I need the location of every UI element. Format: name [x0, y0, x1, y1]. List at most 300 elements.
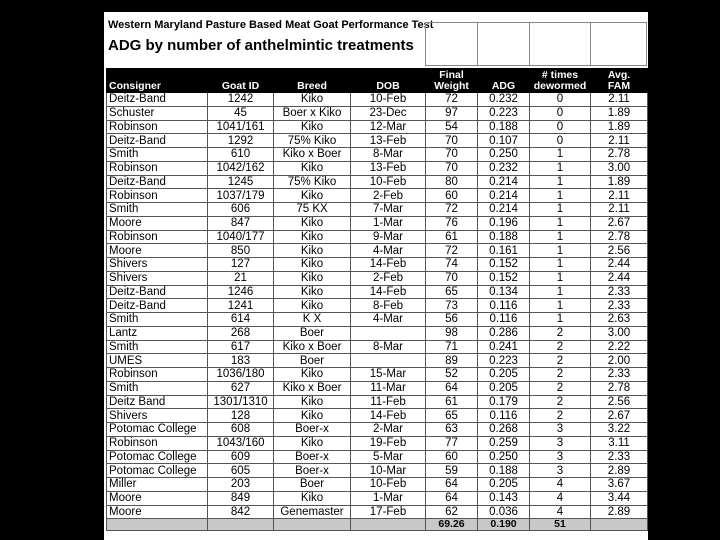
total-times-dewormed: 51 — [530, 519, 591, 531]
cell-adg: 0.161 — [478, 244, 530, 258]
cell-consigner: Lantz — [107, 326, 208, 340]
cell-dob: 17-Feb — [351, 505, 426, 519]
cell-times-dewormed: 1 — [530, 299, 591, 313]
table-row — [107, 175, 648, 189]
cell-dob: 8-Mar — [351, 340, 426, 354]
cell-times-dewormed: 1 — [530, 244, 591, 258]
cell-breed: Boer-x — [274, 450, 351, 464]
cell-consigner: Deitz-Band — [107, 285, 208, 299]
cell-times-dewormed: 1 — [530, 189, 591, 203]
cell-dob — [351, 326, 426, 340]
cell-consigner: Potomac College — [107, 464, 208, 478]
data-table — [106, 68, 648, 531]
cell-times-dewormed: 3 — [530, 464, 591, 478]
cell-breed: Boer-x — [274, 464, 351, 478]
cell-goat-id: 1301/1310 — [208, 395, 274, 409]
cell-final-weight: 70 — [426, 161, 478, 175]
cell-consigner: Robinson — [107, 436, 208, 450]
cell-final-weight: 59 — [426, 464, 478, 478]
cell-times-dewormed: 1 — [530, 161, 591, 175]
cell-breed: Kiko x Boer — [274, 381, 351, 395]
column-header-final-weight: Final Weight — [426, 69, 478, 93]
cell-goat-id: 21 — [208, 271, 274, 285]
cell-consigner: Deitz Band — [107, 395, 208, 409]
table-row — [107, 505, 648, 519]
cell-final-weight: 73 — [426, 299, 478, 313]
cell-times-dewormed: 1 — [530, 230, 591, 244]
cell-avg-fam: 2.33 — [591, 285, 648, 299]
column-header-dob: DOB — [351, 69, 426, 93]
cell-dob: 11-Feb — [351, 395, 426, 409]
cell-breed: Genemaster — [274, 505, 351, 519]
cell-final-weight: 65 — [426, 409, 478, 423]
cell-adg: 0.152 — [478, 258, 530, 272]
cell-adg: 0.286 — [478, 326, 530, 340]
table-row — [107, 258, 648, 272]
cell-avg-fam: 2.63 — [591, 313, 648, 327]
cell-adg: 0.179 — [478, 395, 530, 409]
cell-adg: 0.116 — [478, 313, 530, 327]
cell-times-dewormed: 1 — [530, 285, 591, 299]
cell-breed: Kiko — [274, 161, 351, 175]
table-row — [107, 464, 648, 478]
cell-final-weight: 71 — [426, 340, 478, 354]
cell-adg: 0.107 — [478, 134, 530, 148]
cell-goat-id: 1036/180 — [208, 368, 274, 382]
cell-times-dewormed: 3 — [530, 436, 591, 450]
cell-times-dewormed: 1 — [530, 216, 591, 230]
cell-consigner: Schuster — [107, 106, 208, 120]
cell-dob: 10-Feb — [351, 175, 426, 189]
table-row — [107, 423, 648, 437]
cell-goat-id: 1042/162 — [208, 161, 274, 175]
cell-breed: Kiko — [274, 244, 351, 258]
table-row — [107, 285, 648, 299]
cell-goat-id: 1245 — [208, 175, 274, 189]
cell-dob: 14-Feb — [351, 409, 426, 423]
cell-dob: 13-Feb — [351, 134, 426, 148]
cell-avg-fam: 2.33 — [591, 450, 648, 464]
table-row — [107, 230, 648, 244]
cell-avg-fam: 3.44 — [591, 491, 648, 505]
cell-goat-id: 1241 — [208, 299, 274, 313]
cell-times-dewormed: 2 — [530, 326, 591, 340]
column-header-avg-fam: Avg. FAM — [591, 69, 648, 93]
total-final-weight: 69.26 — [426, 519, 478, 531]
cell-dob: 1-Mar — [351, 216, 426, 230]
total-adg: 0.190 — [478, 519, 530, 531]
cell-times-dewormed: 3 — [530, 450, 591, 464]
cell-adg: 0.196 — [478, 216, 530, 230]
cell-consigner: Robinson — [107, 161, 208, 175]
table-row — [107, 326, 648, 340]
cell-breed: Kiko — [274, 299, 351, 313]
cell-times-dewormed: 1 — [530, 203, 591, 217]
totals-row — [107, 519, 648, 531]
top-box-dewormed — [529, 22, 590, 66]
cell-goat-id: 1242 — [208, 93, 274, 107]
cell-final-weight: 63 — [426, 423, 478, 437]
cell-breed: Boer — [274, 354, 351, 368]
cell-times-dewormed: 1 — [530, 148, 591, 162]
cell-adg: 0.232 — [478, 93, 530, 107]
cell-consigner: Smith — [107, 381, 208, 395]
sheet-subtitle: Western Maryland Pasture Based Meat Goat Performance Test — [108, 19, 434, 31]
cell-final-weight: 97 — [426, 106, 478, 120]
cell-adg: 0.036 — [478, 505, 530, 519]
cell-dob: 7-Mar — [351, 203, 426, 217]
top-box-fam — [590, 22, 647, 66]
table-row — [107, 299, 648, 313]
cell-avg-fam: 2.33 — [591, 299, 648, 313]
cell-adg: 0.223 — [478, 354, 530, 368]
cell-goat-id: 608 — [208, 423, 274, 437]
cell-final-weight: 80 — [426, 175, 478, 189]
cell-adg: 0.205 — [478, 381, 530, 395]
cell-dob: 19-Feb — [351, 436, 426, 450]
cell-consigner: Smith — [107, 148, 208, 162]
cell-dob: 1-Mar — [351, 491, 426, 505]
cell-dob: 23-Dec — [351, 106, 426, 120]
cell-breed: Kiko — [274, 230, 351, 244]
cell-final-weight: 65 — [426, 285, 478, 299]
cell-adg: 0.205 — [478, 368, 530, 382]
table-row — [107, 354, 648, 368]
cell-goat-id: 605 — [208, 464, 274, 478]
cell-goat-id: 1041/161 — [208, 120, 274, 134]
cell-adg: 0.232 — [478, 161, 530, 175]
cell-final-weight: 77 — [426, 436, 478, 450]
cell-breed: Kiko — [274, 368, 351, 382]
table-row — [107, 491, 648, 505]
cell-avg-fam: 2.11 — [591, 134, 648, 148]
cell-adg: 0.188 — [478, 230, 530, 244]
cell-dob: 4-Mar — [351, 313, 426, 327]
cell-avg-fam: 2.33 — [591, 368, 648, 382]
cell-avg-fam: 3.22 — [591, 423, 648, 437]
cell-times-dewormed: 4 — [530, 505, 591, 519]
cell-dob: 10-Feb — [351, 93, 426, 107]
cell-final-weight: 54 — [426, 120, 478, 134]
table-row — [107, 106, 648, 120]
cell-consigner: Moore — [107, 244, 208, 258]
table-body — [107, 93, 648, 531]
cell-avg-fam: 2.56 — [591, 395, 648, 409]
cell-breed: Boer-x — [274, 423, 351, 437]
cell-final-weight: 70 — [426, 134, 478, 148]
cell-goat-id: 183 — [208, 354, 274, 368]
cell-breed: Kiko — [274, 409, 351, 423]
column-header-consigner: Consigner — [107, 69, 208, 93]
cell-breed: Kiko — [274, 258, 351, 272]
column-header-adg: ADG — [478, 69, 530, 93]
cell-consigner: Potomac College — [107, 450, 208, 464]
cell-adg: 0.188 — [478, 464, 530, 478]
header-top-boxes — [425, 22, 647, 66]
cell-breed: Kiko — [274, 216, 351, 230]
cell-avg-fam: 2.22 — [591, 340, 648, 354]
cell-adg: 0.116 — [478, 409, 530, 423]
cell-times-dewormed: 1 — [530, 271, 591, 285]
cell-final-weight: 56 — [426, 313, 478, 327]
cell-adg: 0.134 — [478, 285, 530, 299]
cell-times-dewormed: 0 — [530, 93, 591, 107]
cell-breed: Kiko — [274, 285, 351, 299]
cell-adg: 0.250 — [478, 148, 530, 162]
cell-dob: 10-Feb — [351, 478, 426, 492]
cell-avg-fam: 3.00 — [591, 326, 648, 340]
cell-final-weight: 64 — [426, 491, 478, 505]
cell-dob: 8-Feb — [351, 299, 426, 313]
cell-goat-id: 1246 — [208, 285, 274, 299]
cell-dob: 12-Mar — [351, 120, 426, 134]
cell-breed: Kiko — [274, 120, 351, 134]
table-row — [107, 340, 648, 354]
cell-goat-id: 127 — [208, 258, 274, 272]
cell-times-dewormed: 0 — [530, 134, 591, 148]
cell-final-weight: 61 — [426, 395, 478, 409]
cell-adg: 0.259 — [478, 436, 530, 450]
spreadsheet-sheet — [104, 12, 648, 540]
cell-avg-fam: 2.89 — [591, 505, 648, 519]
total-breed — [274, 519, 351, 531]
cell-dob: 11-Mar — [351, 381, 426, 395]
cell-consigner: Shivers — [107, 409, 208, 423]
cell-avg-fam: 2.11 — [591, 189, 648, 203]
cell-goat-id: 268 — [208, 326, 274, 340]
total-dob — [351, 519, 426, 531]
cell-avg-fam: 2.11 — [591, 203, 648, 217]
cell-final-weight: 60 — [426, 450, 478, 464]
table-row — [107, 271, 648, 285]
cell-dob: 14-Feb — [351, 285, 426, 299]
table-row — [107, 409, 648, 423]
cell-adg: 0.205 — [478, 478, 530, 492]
cell-goat-id: 610 — [208, 148, 274, 162]
cell-avg-fam: 2.67 — [591, 409, 648, 423]
total-consigner — [107, 519, 208, 531]
cell-breed: Kiko — [274, 395, 351, 409]
cell-adg: 0.188 — [478, 120, 530, 134]
cell-adg: 0.223 — [478, 106, 530, 120]
cell-dob: 2-Mar — [351, 423, 426, 437]
cell-final-weight: 74 — [426, 258, 478, 272]
cell-dob: 9-Mar — [351, 230, 426, 244]
cell-consigner: Robinson — [107, 368, 208, 382]
cell-breed: K X — [274, 313, 351, 327]
cell-final-weight: 60 — [426, 189, 478, 203]
cell-avg-fam: 3.00 — [591, 161, 648, 175]
cell-breed: 75% Kiko — [274, 134, 351, 148]
table-row — [107, 436, 648, 450]
cell-final-weight: 76 — [426, 216, 478, 230]
table-row — [107, 368, 648, 382]
cell-goat-id: 617 — [208, 340, 274, 354]
cell-breed: Boer x Kiko — [274, 106, 351, 120]
cell-adg: 0.250 — [478, 450, 530, 464]
cell-breed: Kiko — [274, 491, 351, 505]
cell-final-weight: 98 — [426, 326, 478, 340]
cell-times-dewormed: 1 — [530, 258, 591, 272]
cell-final-weight: 72 — [426, 203, 478, 217]
cell-adg: 0.116 — [478, 299, 530, 313]
cell-consigner: Moore — [107, 216, 208, 230]
cell-breed: Kiko — [274, 436, 351, 450]
cell-avg-fam: 2.89 — [591, 464, 648, 478]
cell-avg-fam: 3.11 — [591, 436, 648, 450]
cell-dob — [351, 354, 426, 368]
cell-dob: 8-Mar — [351, 148, 426, 162]
cell-dob: 10-Mar — [351, 464, 426, 478]
total-goat-id — [208, 519, 274, 531]
cell-avg-fam: 2.78 — [591, 381, 648, 395]
cell-consigner: Smith — [107, 313, 208, 327]
table-row — [107, 216, 648, 230]
cell-breed: Boer — [274, 326, 351, 340]
cell-adg: 0.152 — [478, 271, 530, 285]
top-box-adg — [477, 22, 529, 66]
cell-times-dewormed: 2 — [530, 409, 591, 423]
cell-consigner: Shivers — [107, 258, 208, 272]
cell-consigner: Shivers — [107, 271, 208, 285]
table-row — [107, 161, 648, 175]
cell-dob: 15-Mar — [351, 368, 426, 382]
cell-avg-fam: 2.00 — [591, 354, 648, 368]
cell-adg: 0.241 — [478, 340, 530, 354]
cell-final-weight: 52 — [426, 368, 478, 382]
cell-final-weight: 61 — [426, 230, 478, 244]
table-row — [107, 148, 648, 162]
cell-avg-fam: 2.78 — [591, 230, 648, 244]
cell-times-dewormed: 2 — [530, 395, 591, 409]
cell-times-dewormed: 3 — [530, 423, 591, 437]
cell-goat-id: 614 — [208, 313, 274, 327]
cell-consigner: Robinson — [107, 189, 208, 203]
cell-breed: 75 KX — [274, 203, 351, 217]
cell-avg-fam: 2.44 — [591, 258, 648, 272]
cell-dob: 4-Mar — [351, 244, 426, 258]
cell-dob: 2-Feb — [351, 271, 426, 285]
cell-consigner: Robinson — [107, 230, 208, 244]
cell-consigner: Deitz-Band — [107, 93, 208, 107]
cell-consigner: Smith — [107, 203, 208, 217]
cell-goat-id: 847 — [208, 216, 274, 230]
cell-dob: 2-Feb — [351, 189, 426, 203]
cell-times-dewormed: 2 — [530, 368, 591, 382]
table-row — [107, 381, 648, 395]
cell-times-dewormed: 2 — [530, 354, 591, 368]
cell-goat-id: 627 — [208, 381, 274, 395]
cell-goat-id: 1292 — [208, 134, 274, 148]
cell-adg: 0.214 — [478, 175, 530, 189]
cell-consigner: Miller — [107, 478, 208, 492]
table-row — [107, 93, 648, 107]
cell-goat-id: 1037/179 — [208, 189, 274, 203]
cell-avg-fam: 3.67 — [591, 478, 648, 492]
cell-times-dewormed: 0 — [530, 120, 591, 134]
table-row — [107, 189, 648, 203]
cell-times-dewormed: 1 — [530, 175, 591, 189]
cell-consigner: Potomac College — [107, 423, 208, 437]
table-row — [107, 203, 648, 217]
cell-avg-fam: 2.44 — [591, 271, 648, 285]
cell-consigner: Smith — [107, 340, 208, 354]
cell-times-dewormed: 2 — [530, 381, 591, 395]
cell-times-dewormed: 4 — [530, 491, 591, 505]
table-row — [107, 450, 648, 464]
cell-final-weight: 62 — [426, 505, 478, 519]
cell-consigner: Robinson — [107, 120, 208, 134]
cell-consigner: UMES — [107, 354, 208, 368]
cell-times-dewormed: 0 — [530, 106, 591, 120]
table-row — [107, 134, 648, 148]
cell-times-dewormed: 2 — [530, 340, 591, 354]
cell-goat-id: 128 — [208, 409, 274, 423]
cell-consigner: Deitz-Band — [107, 175, 208, 189]
cell-final-weight: 72 — [426, 93, 478, 107]
cell-goat-id: 203 — [208, 478, 274, 492]
cell-dob: 5-Mar — [351, 450, 426, 464]
cell-final-weight: 70 — [426, 271, 478, 285]
column-header-goat-id: Goat ID — [208, 69, 274, 93]
cell-consigner: Deitz-Band — [107, 299, 208, 313]
cell-breed: 75% Kiko — [274, 175, 351, 189]
cell-goat-id: 849 — [208, 491, 274, 505]
cell-avg-fam: 2.11 — [591, 93, 648, 107]
cell-adg: 0.214 — [478, 189, 530, 203]
cell-final-weight: 64 — [426, 381, 478, 395]
cell-goat-id: 842 — [208, 505, 274, 519]
cell-times-dewormed: 4 — [530, 478, 591, 492]
cell-avg-fam: 2.67 — [591, 216, 648, 230]
table-row — [107, 395, 648, 409]
cell-goat-id: 1043/160 — [208, 436, 274, 450]
cell-breed: Kiko x Boer — [274, 340, 351, 354]
cell-final-weight: 64 — [426, 478, 478, 492]
cell-times-dewormed: 1 — [530, 313, 591, 327]
cell-breed: Kiko x Boer — [274, 148, 351, 162]
cell-goat-id: 609 — [208, 450, 274, 464]
cell-goat-id: 606 — [208, 203, 274, 217]
top-box-final-weight — [425, 22, 477, 66]
column-header-breed: Breed — [274, 69, 351, 93]
cell-consigner: Deitz-Band — [107, 134, 208, 148]
column-header-times-dewormed: # times dewormed — [530, 69, 591, 93]
table-row — [107, 120, 648, 134]
title-block — [104, 12, 434, 70]
cell-dob: 14-Feb — [351, 258, 426, 272]
total-avg-fam — [591, 519, 648, 531]
sheet-title: ADG by number of anthelmintic treatments — [108, 37, 414, 54]
cell-final-weight: 70 — [426, 148, 478, 162]
cell-adg: 0.143 — [478, 491, 530, 505]
cell-avg-fam: 1.89 — [591, 120, 648, 134]
table-row — [107, 478, 648, 492]
cell-avg-fam: 1.89 — [591, 175, 648, 189]
cell-goat-id: 1040/177 — [208, 230, 274, 244]
cell-final-weight: 72 — [426, 244, 478, 258]
cell-breed: Kiko — [274, 271, 351, 285]
table-row — [107, 244, 648, 258]
cell-breed: Kiko — [274, 189, 351, 203]
cell-breed: Boer — [274, 478, 351, 492]
cell-final-weight: 89 — [426, 354, 478, 368]
table-row — [107, 313, 648, 327]
cell-avg-fam: 2.56 — [591, 244, 648, 258]
cell-adg: 0.268 — [478, 423, 530, 437]
cell-breed: Kiko — [274, 93, 351, 107]
cell-avg-fam: 2.78 — [591, 148, 648, 162]
